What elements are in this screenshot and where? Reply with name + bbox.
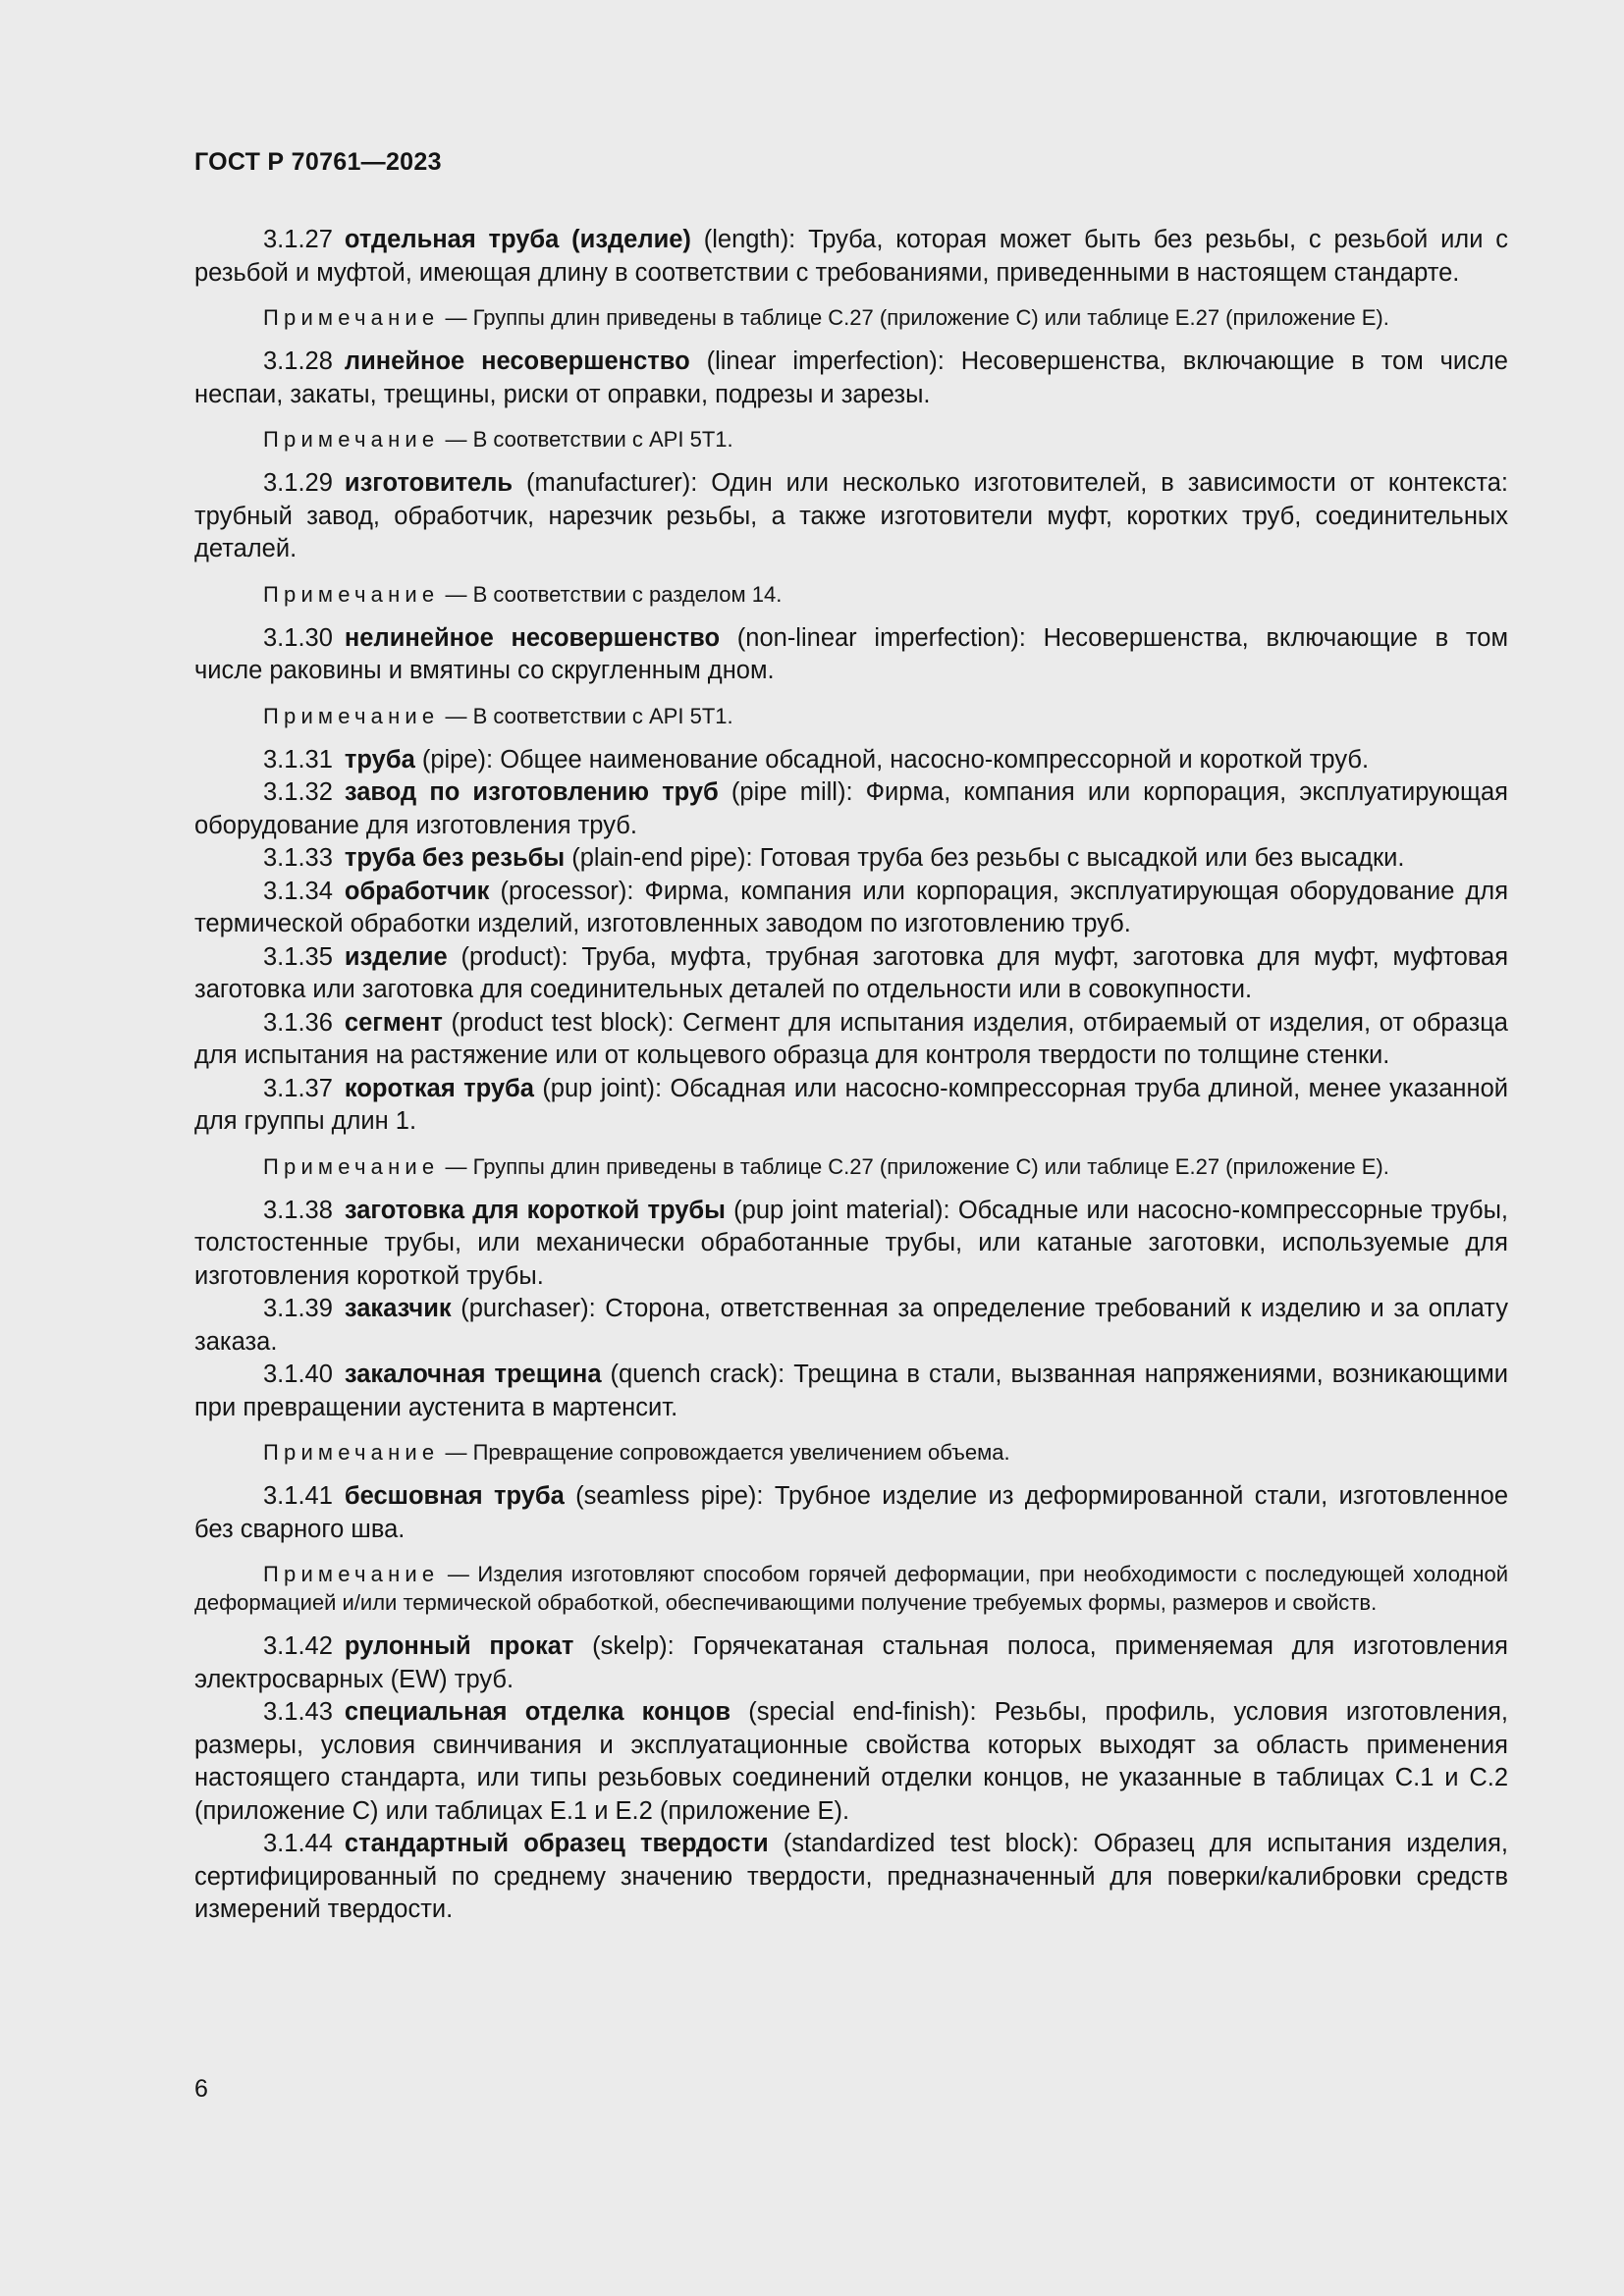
term-title: изготовитель (344, 469, 514, 497)
term-number: 3.1.43 (263, 1698, 333, 1726)
term-title: специальная отделка концов (344, 1698, 731, 1726)
term-number: 3.1.27 (263, 226, 333, 253)
note-lead: Примечание (263, 1153, 440, 1179)
term-number: 3.1.34 (263, 877, 333, 905)
term-description: (purchaser): Сторона, ответственная за определение требований к изделию и за оплату заказа. (194, 1295, 1508, 1356)
note-lead: Примечание (263, 427, 440, 452)
note (194, 1438, 1508, 1467)
term-definition (194, 1195, 1508, 1294)
term-definition (194, 1696, 1508, 1828)
term-definition (194, 1480, 1508, 1546)
term-description: (length): Труба, которая может быть без резьбы, с резьбой или с резьбой и муфтой, имеющая длину в соответствии с требованиями, приведенными в настоящем стандарте. (194, 226, 1508, 287)
term-title: отдельная труба (изделие) (344, 226, 691, 253)
term-number: 3.1.33 (263, 844, 333, 872)
term-number: 3.1.40 (263, 1361, 333, 1388)
term-description: (non-linear imperfection): Несовершенства, включающие в том числе раковины и вмятины со скругленным дном. (194, 623, 1508, 684)
note-lead: Примечание (263, 1562, 440, 1586)
term-number: 3.1.41 (263, 1482, 333, 1510)
note (194, 1560, 1508, 1617)
note (194, 580, 1508, 609)
note-lead: Примечание (263, 305, 440, 330)
note-text: — В соответствии с разделом 14. (439, 581, 783, 607)
note-lead: Примечание (263, 703, 440, 728)
term-description: (plain-end pipe): Готовая труба без резьбы с высадкой или без высадки. (565, 844, 1405, 872)
term-number: 3.1.32 (263, 778, 333, 806)
term-description: (product test block): Сегмент для испытания изделия, отбираемый от изделия, от образца для испытания на растяжение или от кольцевого образца для контроля твердости по толщине стенки. (194, 1008, 1508, 1069)
term-definition (194, 224, 1508, 290)
term-definition (194, 346, 1508, 411)
term-title: труба (344, 745, 415, 774)
term-title: сегмент (344, 1008, 443, 1037)
term-description: (pipe mill): Фирма, компания или корпорация, эксплуатирующая оборудование для изготовления труб. (194, 778, 1508, 839)
term-title: бесшовная труба (344, 1482, 565, 1510)
note (194, 303, 1508, 332)
term-number: 3.1.28 (263, 347, 333, 375)
term-number: 3.1.42 (263, 1632, 333, 1660)
note-text: — Изделия изготовляют способом горячей деформации, при необходимости с последующей холодной деформацией и/или термической обработкой, обеспечивающими получение требуемых формы, размеров и свойств. (194, 1562, 1508, 1615)
term-title: заготовка для короткой трубы (344, 1196, 726, 1224)
note-lead: Примечание (263, 581, 440, 607)
note-text: — Превращение сопровождается увеличением объема. (439, 1440, 1010, 1465)
term-title: заказчик (344, 1295, 452, 1322)
term-number: 3.1.39 (263, 1295, 333, 1322)
term-title: обработчик (344, 877, 490, 905)
term-title: закалочная трещина (344, 1361, 602, 1388)
term-description: (pup joint material): Обсадные или насосно-компрессорные трубы, толстостенные трубы, или механически обработанные трубы, или катаные заготовки, используемые для изготовления короткой трубы. (194, 1196, 1508, 1290)
term-definition (194, 467, 1508, 566)
term-description: (pipe): Общее наименование обсадной, насосно-компрессорной и короткой труб. (414, 745, 1370, 774)
note-text: — Группы длин приведены в таблице С.27 (приложение С) или таблице Е.27 (приложение Е). (439, 305, 1389, 330)
note (194, 425, 1508, 454)
term-definition (194, 1293, 1508, 1359)
term-title: рулонный прокат (344, 1632, 574, 1660)
note (194, 1152, 1508, 1181)
term-number: 3.1.29 (263, 469, 333, 497)
term-description: (seamless pipe): Трубное изделие из деформированной стали, изготовленное без сварного шва. (194, 1482, 1508, 1543)
term-definition (194, 1630, 1508, 1696)
term-number: 3.1.30 (263, 623, 333, 652)
term-title: труба без резьбы (344, 844, 566, 872)
term-title: изделие (344, 942, 448, 971)
term-description: (skelp): Горячекатаная стальная полоса, применяемая для изготовления электросварных (EW) труб. (194, 1632, 1508, 1693)
term-description: (linear imperfection): Несовершенства, включающие в том числе неспаи, закаты, трещины, риски от оправки, подрезы и зарезы. (194, 347, 1508, 408)
term-number: 3.1.35 (263, 942, 333, 971)
term-definition (194, 876, 1508, 941)
term-number: 3.1.37 (263, 1074, 333, 1102)
term-definition (194, 842, 1508, 876)
term-number: 3.1.44 (263, 1830, 333, 1857)
term-title: линейное несовершенство (344, 347, 690, 375)
term-number: 3.1.36 (263, 1008, 333, 1037)
note-text: — В соответствии с API 5T1. (439, 703, 733, 728)
term-number: 3.1.31 (263, 745, 333, 774)
term-description: (processor): Фирма, компания или корпорация, эксплуатирующая оборудование для термической обработки изделий, изготовленных заводом по изготовлению труб. (194, 877, 1508, 937)
page-number: 6 (194, 2075, 208, 2103)
term-title: стандартный образец твердости (344, 1830, 769, 1857)
document-header: ГОСТ Р 70761—2023 (194, 148, 442, 176)
term-title: завод по изготовлению труб (344, 778, 719, 806)
term-description: (standardized test block): Образец для испытания изделия, сертифицированный по среднему значению твердости, предназначенный для поверки/калибровки средств измерений твердости. (194, 1830, 1508, 1923)
note (194, 702, 1508, 730)
term-definition (194, 941, 1508, 1007)
term-definition (194, 1073, 1508, 1139)
note-lead: Примечание (263, 1440, 440, 1465)
term-description: (quench crack): Трещина в стали, вызванная напряжениями, возникающими при превращении аустенита в мартенсит. (194, 1361, 1508, 1421)
term-description: (special end-finish): Резьбы, профиль, условия изготовления, размеры, условия свинчивания и эксплуатационные свойства которых выходят за область применения настоящего стандарта, или типы резьбовых соединений отделки концов, не указанные в таблицах С.1 и С.2 (приложение С) или таблицах Е.1 и Е.2 (приложение Е). (194, 1698, 1508, 1825)
term-title: короткая труба (344, 1074, 534, 1102)
term-number: 3.1.38 (263, 1196, 333, 1224)
term-definition (194, 1007, 1508, 1073)
document-body (194, 224, 1508, 1927)
term-title: нелинейное несовершенство (344, 623, 721, 652)
term-description: (manufacturer): Один или несколько изготовителей, в зависимости от контекста: трубный завод, обработчик, нарезчик резьбы, а также изготовители муфт, коротких труб, соединительных деталей. (194, 469, 1508, 562)
term-description: (pup joint): Обсадная или насосно-компрессорная труба длиной, менее указанной для группы длин 1. (194, 1074, 1508, 1135)
term-definition (194, 776, 1508, 842)
term-definition (194, 1359, 1508, 1424)
term-definition (194, 1828, 1508, 1927)
term-definition (194, 622, 1508, 688)
term-description: (product): Труба, муфта, трубная заготовка для муфт, заготовка для муфт, муфтовая заготовка или заготовка для соединительных деталей по отдельности или в совокупности. (194, 942, 1508, 1003)
note-text: — В соответствии с API 5T1. (439, 427, 733, 452)
term-definition (194, 744, 1508, 777)
note-text: — Группы длин приведены в таблице С.27 (приложение С) или таблице Е.27 (приложение Е). (439, 1153, 1389, 1179)
